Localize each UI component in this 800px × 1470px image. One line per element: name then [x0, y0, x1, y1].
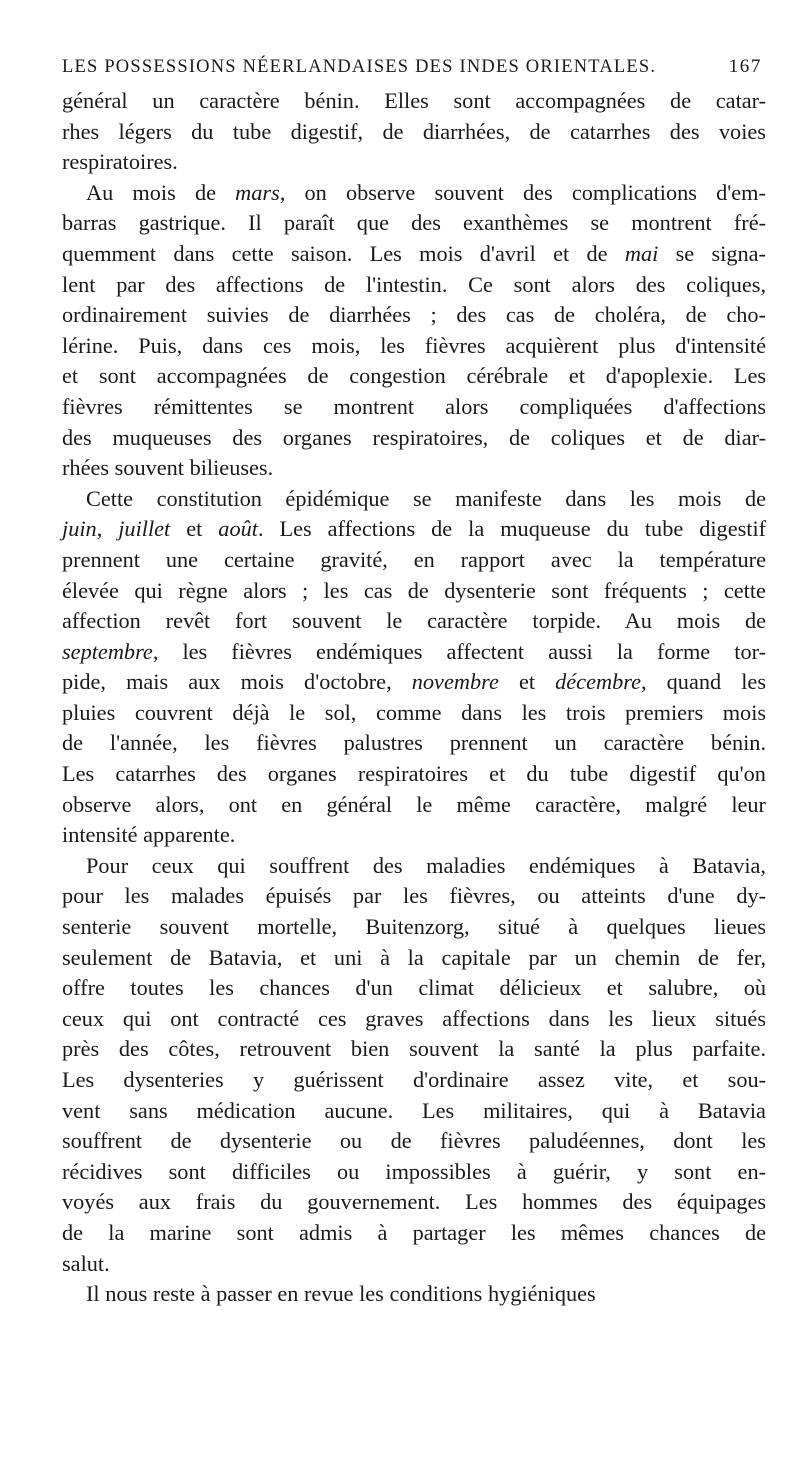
text-line: pour les malades épuisés par les fièvres, ou atteints d'une dy- — [62, 883, 767, 909]
text-line: quemment dans cette saison. Les mois d'avril et de mai se signa- — [62, 240, 766, 266]
text-line: salut. — [62, 1250, 110, 1276]
text-line: ceux qui ont contracté ces graves affections dans les lieux situés — [62, 1005, 766, 1031]
page-number: 167 — [728, 56, 762, 77]
text-line: de la marine sont admis à partager les mêmes chances de — [62, 1219, 767, 1245]
text-line: élevée qui règne alors ; les cas de dysenterie sont fréquents ; cette — [62, 577, 766, 603]
text-line: et sont accompagnées de congestion cérébrale et d'apoplexie. Les — [62, 363, 767, 389]
text-line: général un caractère bénin. Elles sont accompagnées de catar- — [62, 88, 767, 113]
text-line: voyés aux frais du gouvernement. Les hommes des équipages — [62, 1189, 767, 1215]
text-line: rhes légers du tube digestif, de diarrhées, de catarrhes des voies — [62, 118, 766, 144]
text-line: de l'année, les fièvres palustres prennent un caractère bénin. — [62, 730, 767, 756]
text-line: offre toutes les chances d'un climat délicieux et salubre, où — [62, 975, 767, 1001]
text-line: Au mois de mars, on observe souvent des complications d'em- — [86, 179, 766, 205]
text-line: observe alors, ont en général le même caractère, malgré leur — [62, 791, 766, 817]
text-line: Il nous reste à passer en revue les conditions hygiéniques — [86, 1281, 596, 1307]
text-line: lérine. Puis, dans ces mois, les fièvres acquièrent plus d'intensité — [62, 332, 767, 358]
text-line: des muqueuses des organes respiratoires, de coliques et de diar- — [62, 424, 767, 450]
text-line: Pour ceux qui souffrent des maladies endémiques à Batavia, — [86, 852, 767, 878]
text-line: vent sans médication aucune. Les militaires, qui à Batavia — [62, 1097, 766, 1123]
text-line: juin, juillet et août. Les affections de la muqueuse du tube digestif — [62, 516, 767, 542]
text-line: lent par des affections de l'intestin. Ce sont alors des coliques, — [62, 271, 767, 297]
text-line: souffrent de dysenterie ou de fièvres paludéennes, dont les — [62, 1128, 766, 1154]
running-title: LES POSSESSIONS NÉERLANDAISES DES INDES ORIENTALES. — [62, 57, 657, 77]
text-line: rhées souvent bilieuses. — [62, 455, 274, 481]
text-line: pide, mais aux mois d'octobre, novembre et décembre, quand les — [62, 669, 767, 695]
text-line: Les dysenteries y guérissent d'ordinaire assez vite, et sou- — [62, 1067, 767, 1092]
text-line: récidives sont difficiles ou impossibles à guérir, y sont en- — [62, 1158, 767, 1184]
body-text — [62, 86, 766, 1310]
text-line: septembre, les fièvres endémiques affectent aussi la forme tor- — [62, 638, 766, 664]
text-line: pluies couvrent déjà le sol, comme dans les trois premiers mois — [62, 699, 767, 725]
text-line: prennent une certaine gravité, en rapport avec la température — [62, 546, 766, 572]
running-header — [62, 56, 766, 78]
text-line: seulement de Batavia, et uni à la capitale par un chemin de fer, — [62, 944, 767, 970]
text-line: Cette constitution épidémique se manifeste dans les mois de — [86, 485, 766, 511]
text-line: barras gastrique. Il paraît que des exanthèmes se montrent fré- — [62, 210, 767, 236]
text-line: senterie souvent mortelle, Buitenzorg, situé à quelques lieues — [62, 914, 767, 940]
text-line: intensité apparente. — [62, 822, 236, 848]
text-line: Les catarrhes des organes respiratoires et du tube digestif qu'on — [62, 761, 766, 787]
text-line: près des côtes, retrouvent bien souvent la santé la plus parfaite. — [62, 1036, 767, 1062]
text-line: ordinairement suivies de diarrhées ; des cas de choléra, de cho- — [62, 302, 766, 328]
text-line: affection revêt fort souvent le caractère torpide. Au mois de — [62, 608, 766, 634]
text-line: respiratoires. — [62, 149, 178, 175]
text-line: fièvres rémittentes se montrent alors compliquées d'affections — [62, 393, 766, 419]
